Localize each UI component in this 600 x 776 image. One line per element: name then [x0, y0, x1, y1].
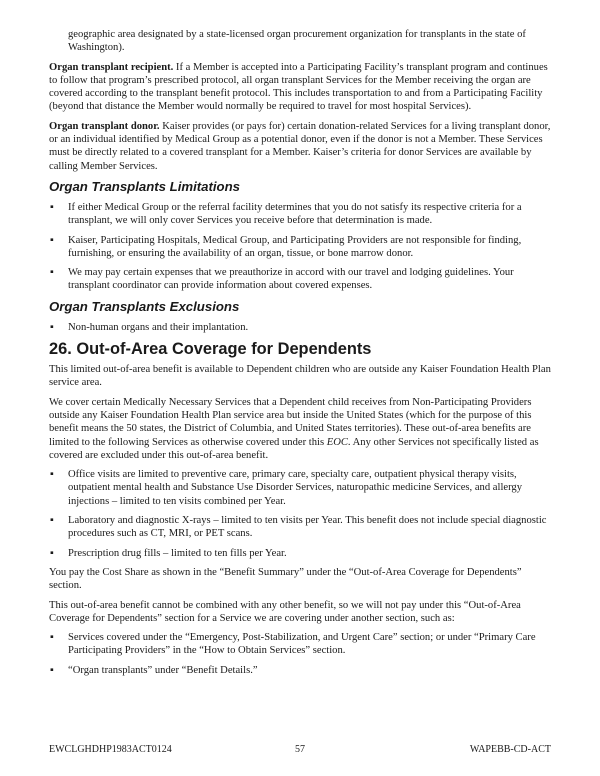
recipient-term: Organ transplant recipient.: [49, 61, 174, 73]
cost-share-paragraph: You pay the Cost Share as shown in the “Benefit Summary” under the “Out-of-Area Coverage for Dependents” section.: [49, 566, 522, 592]
list-item-text: “Organ transplants” under “Benefit Details.”: [68, 664, 258, 676]
list-item-text: Kaiser, Participating Hospitals, Medical Group, and Participating Providers are not responsible for finding, furnishing, or ensuring the availability of an organ, tissue, or bone marrow donor.: [68, 234, 522, 259]
bullet-icon: ▪: [50, 632, 54, 644]
recipient-text: If a Member is accepted into a Participating Facility’s transplant program and continues to follow that program’s prescribed protocol, all organ transplant Services for the Member receiving the organ are covered according to the transplant benefit protocol. This includes transportation to and from a Participating Facility (beyond that distance the Member would normally be required to travel for most hospital Services).: [49, 61, 548, 113]
list-item: [49, 547, 551, 560]
list-item: [49, 201, 551, 228]
covered-services-list: [49, 468, 551, 560]
bullet-icon: ▪: [50, 547, 54, 559]
bullet-icon: ▪: [50, 321, 54, 333]
donor-paragraph: [49, 120, 551, 173]
coverage-text-before: We cover certain Medically Necessary Services that a Dependent child receives from Non-Participating Providers outside any Kaiser Foundation Health Plan service area but inside the United States (which for the purpose of this benefit means the 50 states, the District of Columbia, and United States territories). These out-of-area benefits are limited to the following Services as otherwise covered under this: [49, 396, 532, 448]
bullet-icon: ▪: [50, 201, 54, 213]
coverage-text-after: . Any other Services not specifically listed as covered are excluded under this out-of-area benefit.: [49, 436, 539, 461]
bullet-icon: ▪: [50, 234, 54, 246]
bullet-icon: ▪: [50, 267, 54, 279]
page-number: 57: [295, 744, 305, 755]
limitations-heading: Organ Transplants Limitations: [49, 178, 241, 194]
section-26-heading: 26. Out-of-Area Coverage for Dependents: [49, 340, 372, 359]
recipient-paragraph: [49, 61, 551, 114]
bullet-icon: ▪: [50, 515, 54, 527]
list-item: [49, 664, 551, 677]
list-item: [49, 514, 551, 541]
list-item-text: If either Medical Group or the referral facility determines that you do not satisfy its respective criteria for a transplant, we will only cover Services you receive before that determination is made.: [68, 201, 522, 227]
list-item: [49, 234, 551, 261]
bullet-icon: ▪: [50, 664, 54, 676]
list-item-text: Non-human organs and their implantation.: [68, 321, 249, 333]
list-item-text: Services covered under the “Emergency, Post-Stabilization, and Urgent Care” section; or under “Primary Care Participating Providers” in the “How to Obtain Services” section.: [68, 632, 536, 657]
list-item: [49, 631, 551, 658]
list-item-text: Prescription drug fills – limited to ten fills per Year.: [68, 547, 287, 559]
section-26-intro: This limited out-of-area benefit is available to Dependent children who are outside any Kaiser Foundation Health Plan service area.: [49, 364, 551, 389]
limitations-list: [49, 201, 551, 293]
donor-text: Kaiser provides (or pays for) certain donation-related Services for a living transplant donor, or an individual identified by Medical Group as a potential donor, even if the donor is not a Member. These Services must be directly related to a covered transplant for a Member. Kaiser’s criteria for donor Services are available by calling Member Services.: [49, 120, 551, 172]
exclusions-list: [49, 321, 551, 334]
section-26-coverage-paragraph: [49, 396, 551, 462]
document-page: [49, 28, 551, 683]
list-item-text: We may pay certain expenses that we preauthorize in accord with our travel and lodging guidelines. Your transplant coordinator can provide information about covered expenses.: [68, 267, 514, 292]
list-item-text: Laboratory and diagnostic X-rays – limited to ten visits per Year. This benefit does not include special diagnostic procedures such as CT, MRI, or PET scans.: [68, 515, 547, 540]
bullet-icon: ▪: [50, 469, 54, 481]
list-item: [49, 321, 551, 334]
list-item-text: Office visits are limited to preventive care, primary care, specialty care, outpatient physical therapy visits, outpatient mental health and Substance Use Disorder Services, naturopathic medicine Services, and allergy injections – limited to ten visits combined per Year.: [68, 469, 523, 507]
intro-continuation: geographic area designated by a state-licensed organ procurement organization for transplants in the state of Washington).: [68, 29, 526, 54]
plan-code: WAPEBB-CD-ACT: [469, 744, 551, 755]
donor-term: Organ transplant donor.: [49, 120, 160, 132]
exclusions-heading: Organ Transplants Exclusions: [49, 298, 240, 314]
document-code: EWCLGHDHP1983ACT0124: [49, 744, 172, 755]
page-footer: [49, 744, 551, 758]
list-item: [49, 468, 551, 508]
combination-paragraph: This out-of-area benefit cannot be combined with any other benefit, so we will not pay under this “Out-of-Area Coverage for Dependents” section for a Service we are covering under another section, such as:: [49, 599, 521, 624]
eoc-term: EOC: [326, 436, 348, 448]
excluded-sections-list: [49, 631, 551, 677]
list-item: [49, 266, 551, 293]
